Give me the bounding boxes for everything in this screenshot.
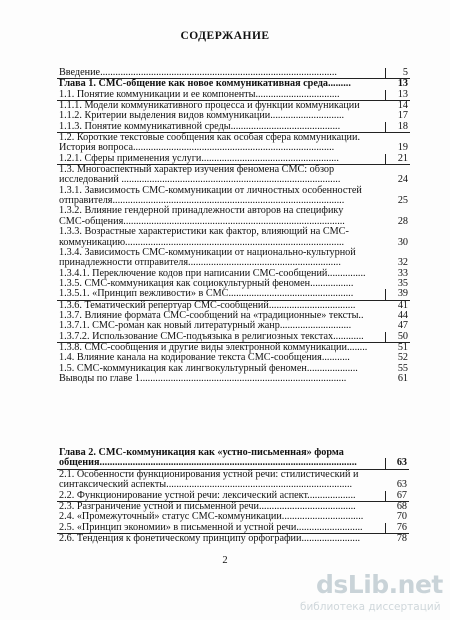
toc-entry-title: 1.3.7. Влияние формата СМС-сообщений на «традиционные» тексты.. [59, 309, 364, 321]
toc-entry-title: 1.3.7.2. Использование СМС-подъязыка в религиозных текстах............ [57, 332, 386, 343]
toc-entry-page: 63 [396, 479, 407, 491]
toc-entry-title: принадлежности отправителя............................................................ [59, 257, 341, 269]
toc-entry-page: 19 [397, 142, 408, 154]
toc-entry-page: 41 [397, 299, 408, 311]
toc-entry-page: 63 [385, 458, 409, 469]
toc-entry-title: 1.1. Понятие коммуникации и ее компоненты................................. [57, 90, 386, 101]
toc-entry-title: 1.3.7.1. СМС-роман как новый литературный жанр............................ [59, 320, 352, 332]
toc-entry-title: 1.3.2. Влияние гендерной принадлежности авторов на специфику [59, 205, 344, 217]
toc-entry-title: 1.3.5. СМС-коммуникация как социокультурный феномен................. [59, 277, 354, 289]
toc-entry-title: 2.4. «Промежуточный» статус СМС-коммуникации................................ [59, 511, 364, 523]
toc-entry-title: Глава 1. СМС-общение как новое коммуникативная среда......... [59, 78, 351, 90]
toc-entry-title: 1.3.4. Зависимость СМС-коммуникации от национально-культурной [59, 246, 356, 258]
toc-entry-page [386, 227, 411, 237]
toc-entry-page: 17 [397, 110, 408, 122]
toc-entry-title: 1.1.3. Понятие коммуникативной среды........................................... [57, 122, 386, 133]
toc-entry-title: 2.5. «Принцип экономии» в письменной и устной речи.......................... [57, 523, 385, 534]
toc-row [57, 491, 409, 502]
toc-row [57, 154, 410, 165]
toc-row [57, 90, 410, 101]
toc-entry-title: 2.6. Тенденция к фонетическому принципу орфографии....................... [59, 533, 361, 545]
toc-row [57, 523, 409, 534]
toc-entry-page: 28 [397, 215, 408, 227]
table-of-contents-chapter-2 [57, 448, 409, 545]
toc-row [57, 534, 409, 545]
toc-row [57, 374, 410, 384]
toc-entry-title: 1.3.5.1. «Принцип вежливости» в СМС................................................. [57, 289, 386, 300]
toc-entry-page: 44 [397, 309, 408, 321]
toc-entry-title: отправителя........................................................................................... [59, 195, 345, 207]
toc-entry-title: 1.3.4.1. Переключение кодов при написании СМС-сообщений............... [59, 267, 366, 279]
logo-text: dsLib.net [316, 570, 443, 599]
page-title: СОДЕРЖАНИЕ [180, 30, 270, 42]
toc-entry-title: 1.3. Многоаспектный характер изучения феномена СМС: обзор [59, 164, 335, 176]
toc-row [57, 122, 410, 133]
toc-entry-page: 68 [396, 501, 407, 513]
toc-entry-title: Введение............................................................................................. [57, 68, 386, 79]
toc-entry-title: 2.1. Особенности функционирования устной речи: стилистический и [59, 468, 359, 480]
toc-entry-title: 1.1.2. Критерии выделения видов коммуникации............................. [59, 110, 345, 122]
toc-entry-page: 55 [397, 362, 408, 374]
toc-entry-title: СМС-общения....................................................................................... [59, 215, 345, 227]
toc-entry-page: 18 [386, 122, 411, 133]
toc-entry-page: 39 [386, 289, 411, 300]
toc-entry-title: синтаксический аспекты......................................................................... [59, 479, 353, 491]
toc-entry-page: 25 [397, 195, 408, 207]
toc-entry-title: 1.3.1. Зависимость СМС-коммуникации от личностных особенностей [59, 184, 362, 196]
toc-entry-title: 1.3.8. СМС-сообщения и другие виды электронной коммуникации........ [59, 341, 368, 353]
toc-entry-page: 32 [397, 257, 408, 269]
toc-entry-title: коммуникацию...................................................................................... [59, 236, 345, 248]
toc-entry-page: 67 [385, 491, 409, 502]
toc-entry-title: 1.3.3. Возрастные характеристики как фактор, влияющий на СМС- [59, 226, 349, 238]
toc-entry-title: История вопроса............................................................................... [59, 142, 335, 154]
toc-entry-page: 47 [397, 320, 408, 332]
toc-entry-title: Выводы по главе 1................................................................................. [59, 372, 347, 384]
toc-row [57, 258, 410, 268]
toc-entry-title: 1.2. Короткие текстовые сообщения как особая сфера коммуникации. [59, 132, 360, 144]
toc-entry-title: 1.5. СМС-коммуникация как лингвокультурный феномен.................... [59, 362, 358, 374]
toc-entry-page: 76 [385, 523, 409, 534]
toc-entry-title: 1.2.1. Сферы применения услуги...................................................... [57, 154, 386, 165]
toc-entry-title: 2.2. Функционирование устной речи: лексический аспект................... [57, 491, 385, 502]
toc-row [57, 289, 410, 300]
toc-entry-page: 13 [397, 78, 408, 90]
toc-entry-page: 33 [397, 267, 408, 279]
toc-entry-page: 70 [396, 511, 407, 523]
table-of-contents [57, 68, 410, 384]
toc-entry-page: 21 [386, 154, 411, 165]
toc-entry-page: 50 [386, 332, 411, 343]
toc-entry-title: исследований ...................................................................................... [59, 174, 341, 186]
toc-entry-page: 51 [397, 341, 408, 353]
page-number: 2 [222, 555, 228, 566]
toc-entry-title: 1.3.6. Тематический репертуар СМС-сообщений.................................. [59, 299, 356, 311]
toc-row [57, 227, 410, 237]
toc-entry-page: 61 [397, 372, 408, 384]
toc-row [57, 458, 409, 469]
toc-entry-page: 52 [397, 352, 408, 364]
toc-row [57, 332, 410, 343]
toc-entry-title: общения..................................................................................................... [57, 458, 385, 469]
toc-entry-page: 13 [386, 90, 411, 101]
toc-entry-title: Глава 2. СМС-коммуникация как «устно-письменная» форма [59, 447, 344, 458]
toc-entry-page: 24 [397, 174, 408, 186]
toc-entry-page: 5 [386, 68, 411, 79]
toc-entry-page: 78 [396, 533, 407, 545]
toc-row [57, 68, 410, 79]
toc-entry-title: 2.3. Разграничение устной и письменной речи...................................... [59, 501, 356, 513]
toc-entry-title: 1.1.1. Модели коммуникативного процесса и функции коммуникации [59, 100, 360, 112]
toc-entry-page: 14 [397, 100, 408, 112]
dslib-logo [288, 570, 448, 616]
toc-entry-page: 30 [397, 236, 408, 248]
toc-entry-page: 35 [397, 277, 408, 289]
toc-entry-title: 1.4. Влияние канала на кодирование текста СМС-сообщения........... [59, 352, 350, 364]
logo-subtitle: библиотека диссертаций [300, 601, 441, 613]
